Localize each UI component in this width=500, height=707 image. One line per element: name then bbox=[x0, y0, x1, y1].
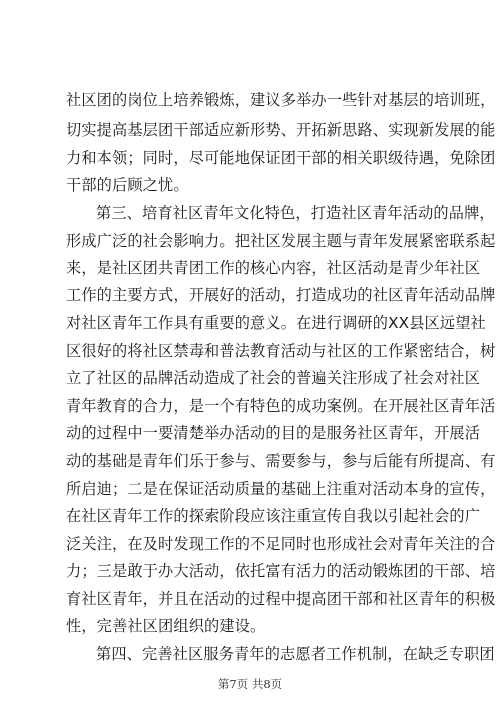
body-text-line: 干部的后顾之忧。 bbox=[66, 176, 189, 194]
body-text-line: 区很好的将社区禁毒和普法教育活动与社区的工作紧密结合，树 bbox=[66, 342, 496, 360]
body-text-line: 立了社区的品牌活动造成了社会的普遍关注形成了社会对社区 bbox=[66, 369, 481, 387]
body-text-line: 社区团的岗位上培养锻炼，建议多举办一些针对基层的培训班， bbox=[66, 91, 496, 109]
body-text-line: 泛关注，在及时发现工作的不足同时也形成社会对青年关注的合 bbox=[66, 535, 496, 553]
body-text-line: 所启迪；二是在保证活动质量的基础上注重对活动本身的宣传， bbox=[66, 480, 496, 498]
body-text-line: 性，完善社区团组织的建设。 bbox=[66, 617, 266, 635]
body-text-line: 育社区青年，并且在活动的过程中提高团干部和社区青年的积极 bbox=[66, 590, 496, 608]
paragraph-first-line: 第四、完善社区服务青年的志愿者工作机制，在缺乏专职团 bbox=[96, 645, 495, 663]
body-text-line: 来，是社区团共青团工作的核心内容，社区活动是青少年社区 bbox=[66, 259, 481, 277]
body-text-line: 对社区青年工作具有重要的意义。在进行调研的XX县区远望社 bbox=[66, 314, 486, 332]
body-text-line: 力和本领；同时，尽可能地保证团干部的相关职级待遇，免除团 bbox=[66, 149, 496, 167]
body-text-line: 在社区青年工作的探索阶段应该注重宣传自我以引起社会的广 bbox=[66, 507, 481, 525]
body-text-line: 动的基础是青年们乐于参与、需要参与，参与后能有所提高、有 bbox=[66, 452, 496, 470]
body-text-line: 力；三是敢于办大活动，依托富有活力的活动锻炼团的干部、培 bbox=[66, 562, 496, 580]
body-text-line: 动的过程中一要清楚举办活动的目的是服务社区青年，开展活 bbox=[66, 424, 481, 442]
page-number-footer: 第7页 共8页 bbox=[217, 677, 283, 691]
body-text-line: 切实提高基层团干部适应新形势、开拓新思路、实现新发展的能 bbox=[66, 121, 496, 139]
body-text-line: 形成广泛的社会影响力。把社区发展主题与青年发展紧密联系起 bbox=[66, 232, 496, 250]
body-text-line: 工作的主要方式，开展好的活动，打造成功的社区青年活动品牌 bbox=[66, 286, 496, 304]
body-text-line: 青年教育的合力，是一个有特色的成功案例。在开展社区青年活 bbox=[66, 397, 496, 415]
paragraph-first-line: 第三、培育社区青年文化特色，打造社区青年活动的品牌， bbox=[96, 204, 495, 222]
